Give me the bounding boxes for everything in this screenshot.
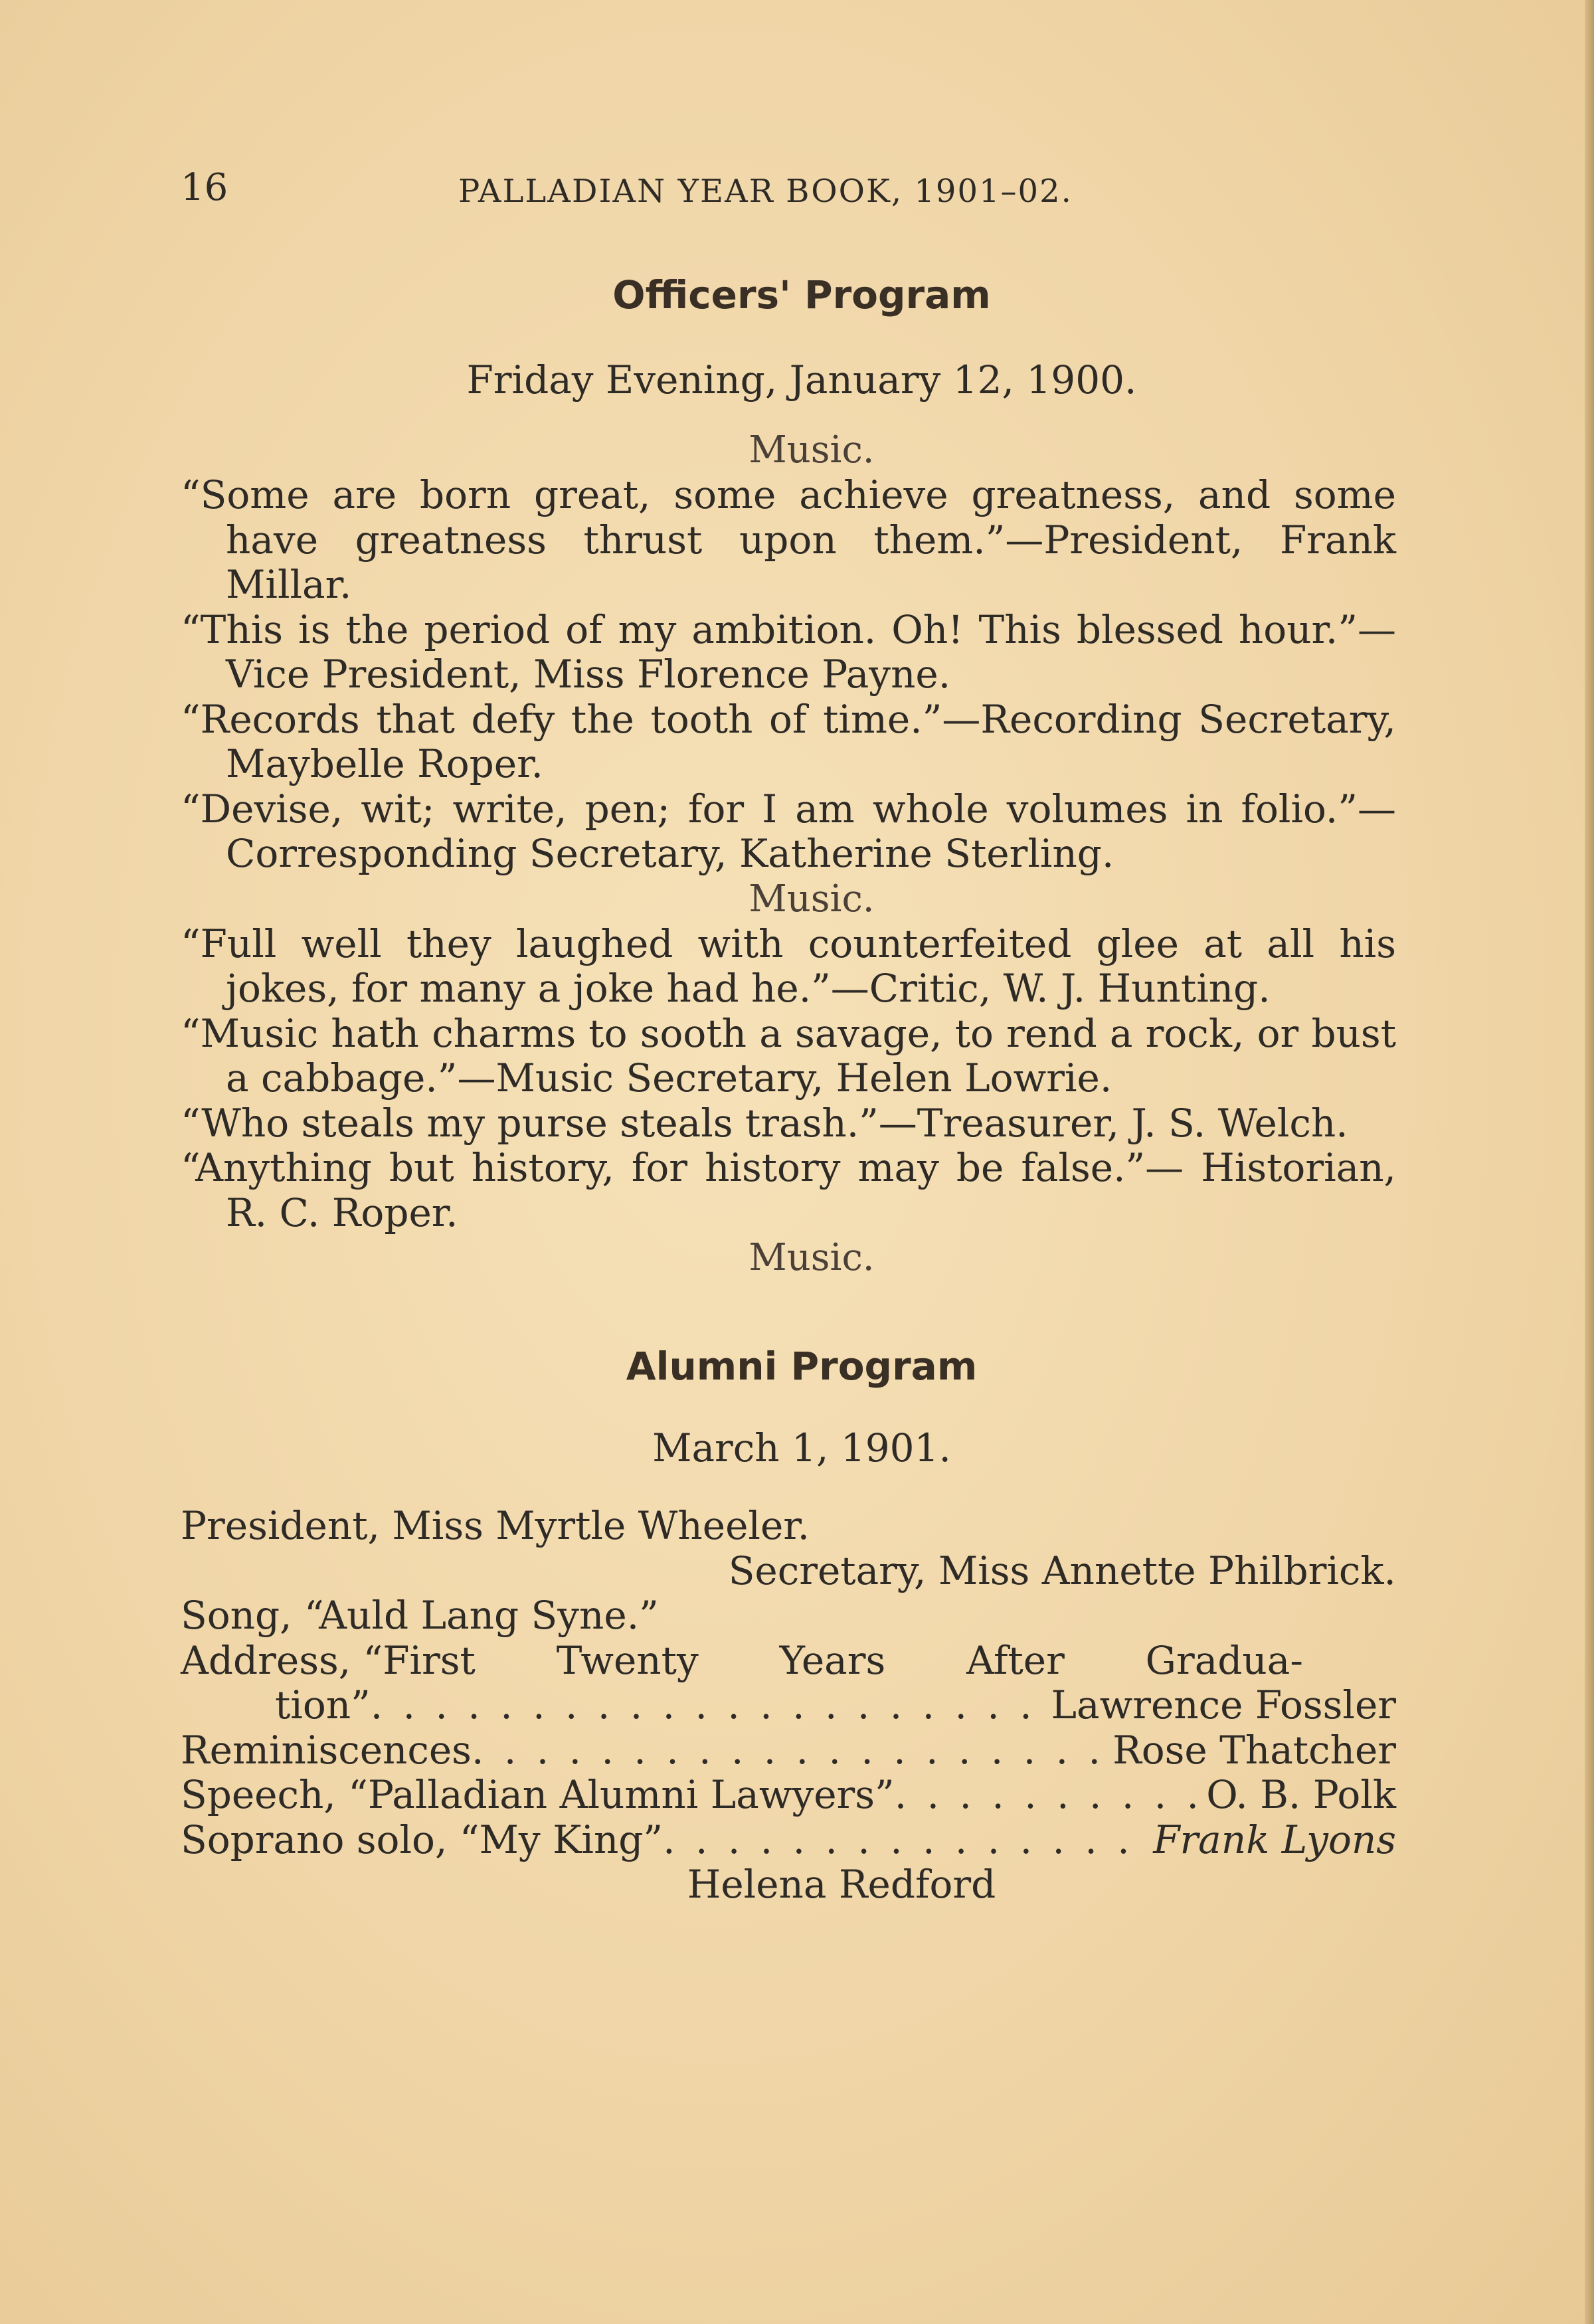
officers-program-title: Officers' Program [612,272,991,317]
address-line: Address, “First Twenty Years After Gradua- [181,1637,1303,1683]
music-label: Music. [749,877,875,921]
quote-treasurer: “Who steals my purse steals trash.”—Treasurer, J. S. Welch. [181,1100,1348,1146]
quote-corresponding-secretary: “Devise, wit; write, pen; for I am whole volumes in folio.”—Corresponding Secretary, Katherine Sterling. [181,786,1396,876]
song-line: Song, “Auld Lang Syne.” [181,1593,659,1638]
solo-line: Soprano solo, “My King” . . . Frank Lyons [181,1818,1396,1863]
quote-president: “Some are born great, some achieve greatness, and some have greatness thrust upon them.”—President, Frank Millar. [181,472,1396,607]
music-label: Music. [749,428,875,472]
music-label: Music. [749,1236,875,1279]
running-head: PALLADIAN YEAR BOOK, 1901–02. [458,173,1073,210]
officers-program-date: Friday Evening, January 12, 1900. [466,357,1137,402]
alumni-program-list [181,1504,1396,1908]
leader-dots [371,1683,1051,1728]
secretary-line: Secretary, Miss Annette Philbrick. [728,1548,1396,1593]
officers-quotes-part1 [181,473,1396,877]
officers-quotes-part2 [181,922,1396,1236]
reminiscences-line: Reminiscences . . . Rose Thatcher [181,1728,1396,1773]
speech-line: Speech, “Palladian Alumni Lawyers” . . . O. B. Polk [181,1773,1396,1818]
quote-music-secretary: “Music hath charms to sooth a savage, to rend a rock, or bust a cabbage.”—Music Secretary, Helen Lowrie. [181,1010,1396,1101]
alumni-program-title: Alumni Program [626,1344,978,1389]
leader-dots [472,1728,1112,1773]
leader-dots [663,1818,1153,1863]
page-number: 16 [181,166,228,209]
page-header [181,166,1150,219]
alumni-program-date: March 1, 1901. [652,1425,951,1471]
quote-vice-president: “This is the period of my ambition. Oh! This blessed hour.”—Vice President, Miss Florence Payne. [181,606,1396,697]
leader-dots [895,1773,1206,1818]
president-line: President, Miss Myrtle Wheeler. [181,1503,810,1548]
quote-historian: “Anything but history, for history may be false.”— Historian, R. C. Roper. [181,1145,1396,1235]
page-content [181,272,1396,1908]
quote-recording-secretary: “Records that defy the tooth of time.”—Recording Secretary, Maybelle Roper. [181,696,1396,786]
quote-critic: “Full well they laughed with counterfeited glee at all his jokes, for many a joke had he.”—Critic, W. J. Hunting. [181,921,1396,1011]
soloist-line: Helena Redford [687,1862,996,1907]
page-edge [1585,0,1594,2324]
address-continuation-line: tion” . . . Lawrence Fossler [181,1683,1396,1728]
